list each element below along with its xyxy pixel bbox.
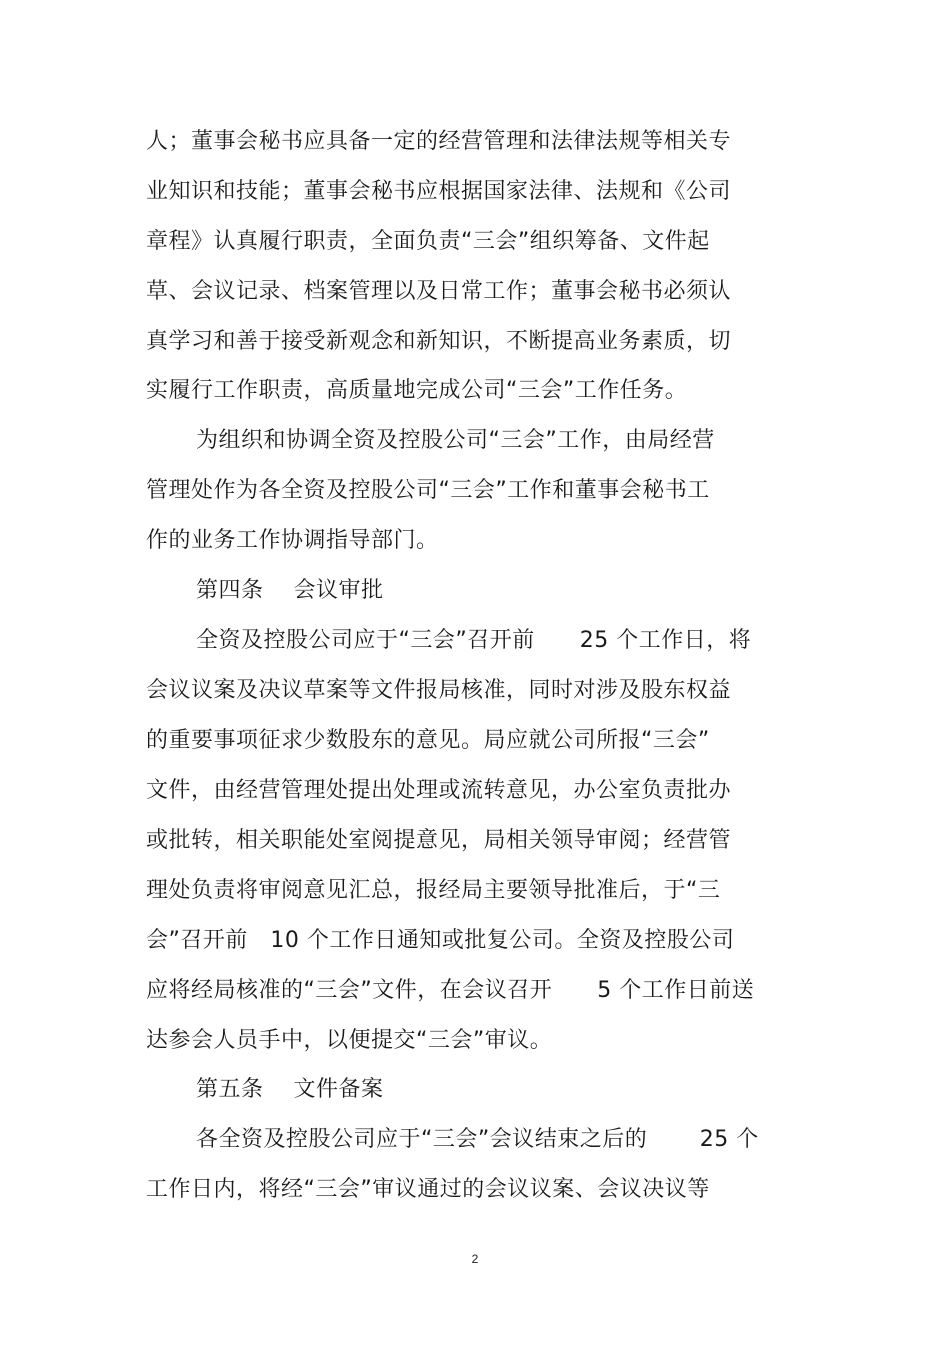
text-line: 管理处作为各全资及控股公司“三会”工作和董事会秘书工	[146, 478, 710, 503]
paragraph-start-line: 各全资及控股公司应于“三会”会议结束之后的 25 个	[196, 1127, 759, 1152]
article-heading-5: 第五条 文件备案	[196, 1077, 384, 1102]
text-line: 应将经局核准的“三会”文件，在会议召开 5 个工作日前送	[146, 978, 755, 1003]
text-line: 真学习和善于接受新观念和新知识，不断提高业务素质，切	[146, 329, 732, 354]
page-number: 2	[471, 1252, 479, 1266]
text-line: 会”召开前 10 个工作日通知或批复公司。全资及控股公司	[146, 928, 735, 953]
text-line: 的重要事项征求少数股东的意见。局应就公司所报“三会”	[146, 728, 710, 753]
text-line: 作的业务工作协调指导部门。	[146, 528, 439, 553]
text-line: 理处负责将审阅意见汇总，报经局主要领导批准后，于“三	[146, 878, 721, 903]
text-line: 实履行工作职责，高质量地完成公司“三会”工作任务。	[146, 378, 688, 403]
text-line: 草、会议记录、档案管理以及日常工作；董事会秘书必须认	[146, 279, 732, 304]
text-line: 人；董事会秘书应具备一定的经营管理和法律法规等相关专	[146, 129, 732, 154]
text-line: 业知识和技能；董事会秘书应根据国家法律、法规和《公司	[146, 179, 732, 204]
paragraph-start-line: 全资及控股公司应于“三会”召开前 25 个工作日，将	[196, 628, 752, 653]
text-line: 文件，由经营管理处提出处理或流转意见，办公室负责批办	[146, 778, 732, 803]
paragraph-start-line: 为组织和协调全资及控股公司“三会”工作，由局经营	[196, 428, 715, 453]
text-line: 达参会人员手中，以便提交“三会”审议。	[146, 1028, 553, 1053]
text-line: 会议议案及决议草案等文件报局核准，同时对涉及股东权益	[146, 678, 732, 703]
text-line: 工作日内，将经“三会”审议通过的会议议案、会议决议等	[146, 1177, 710, 1202]
text-line: 或批转，相关职能处室阅提意见，局相关领导审阅；经营管	[146, 828, 732, 853]
text-line: 章程》认真履行职责，全面负责“三会”组织筹备、文件起	[146, 229, 710, 254]
article-heading-4: 第四条 会议审批	[196, 578, 384, 603]
